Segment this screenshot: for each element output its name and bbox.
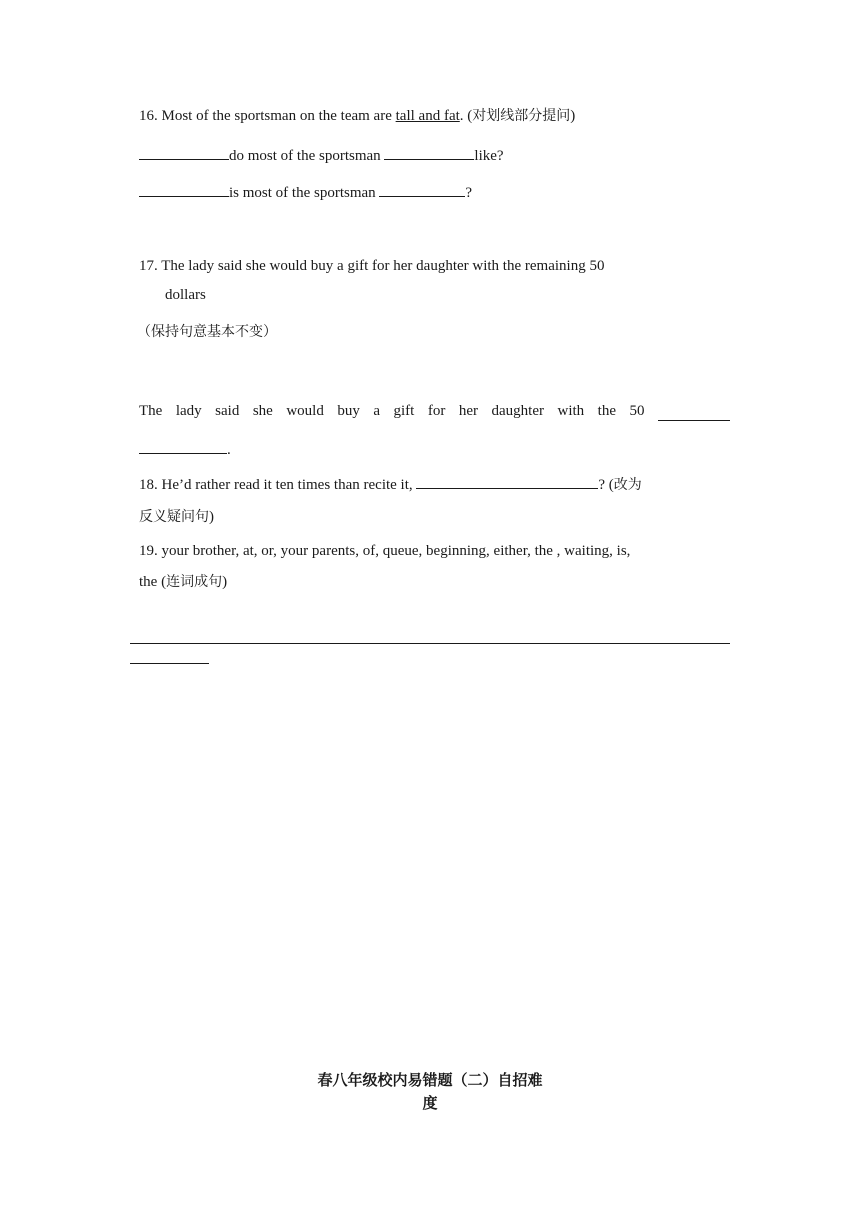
q16-end: ) [570, 108, 576, 124]
q16-line2-text-a: do most of the sportsman [229, 148, 385, 164]
section-title-line2: 度 [422, 1094, 438, 1112]
q17-word: she [252, 403, 273, 419]
q17-word: lady [175, 403, 202, 419]
q17-answer-line2 [139, 438, 231, 460]
q19-answer-rule-2[interactable] [130, 663, 209, 664]
q19-answer-rule-1[interactable] [130, 643, 730, 644]
q19-line2 [139, 572, 227, 592]
q18-instruction-a: 改为 [613, 477, 642, 493]
q19-instruction: 连词成句 [166, 574, 223, 590]
q17-word: said [215, 403, 240, 419]
q18-instruction-b: 反义疑问句 [139, 509, 209, 525]
q17-word: for [427, 403, 446, 419]
q17-word: daughter [491, 403, 544, 419]
q16-instruction: 对划线部分提问 [472, 108, 571, 124]
q18-blank-2[interactable] [512, 473, 598, 489]
q17-word: with [557, 403, 585, 419]
q16-line2 [139, 144, 504, 166]
q16-suffix: . ( [459, 108, 473, 124]
q16-line3-text-a: is most of the sportsman [229, 185, 380, 201]
q16-blank-4[interactable] [379, 181, 465, 197]
q16-underlined-phrase: tall and fat [395, 108, 460, 124]
q19-line1: 19. your brother, at, or, your parents, of, queue, beginning, either, the , waiting, is, [139, 543, 631, 559]
q19-prefix: the ( [139, 574, 167, 590]
q16-line2-text-b: like? [474, 148, 504, 164]
q18-line1 [139, 473, 642, 495]
q17-line1: 17. The lady said she would buy a gift for her daughter with the remaining 50 [139, 258, 605, 274]
q17-word: gift [393, 403, 415, 419]
q17-word: would [286, 403, 324, 419]
q17-word: her [458, 403, 478, 419]
q19-end: ) [222, 574, 228, 590]
q18-text: 18. He’d rather read it ten times than recite it, [139, 477, 417, 493]
q17-answer-line [139, 401, 730, 421]
q16-blank-2[interactable] [384, 144, 474, 160]
q16-blank-1[interactable] [139, 144, 229, 160]
q16-blank-3[interactable] [139, 181, 229, 197]
q18-blank-1[interactable] [416, 473, 512, 489]
q17-instruction: （保持句意基本不变） [137, 324, 277, 340]
q17-word: the [597, 403, 616, 419]
q17-line2: dollars [165, 287, 206, 303]
q18-suffix: ? ( [598, 477, 614, 493]
q17-blank-1[interactable] [658, 405, 730, 421]
q16-line3-text-b: ? [465, 185, 473, 201]
q17-word: The [139, 403, 163, 419]
q16-line1 [139, 106, 575, 126]
q17-word: buy [337, 403, 360, 419]
q17-blank-2[interactable] [139, 438, 227, 454]
q16-line3 [139, 181, 472, 203]
q18-line2 [139, 507, 214, 527]
q18-end: ) [209, 509, 214, 525]
section-title-line1: 春八年级校内易错题（二）自招难 [317, 1071, 543, 1089]
q16-text: 16. Most of the sportsman on the team are [139, 108, 396, 124]
q17-word: 50 [629, 403, 645, 419]
q17-word: a [373, 403, 380, 419]
q17-period: . [227, 442, 231, 458]
